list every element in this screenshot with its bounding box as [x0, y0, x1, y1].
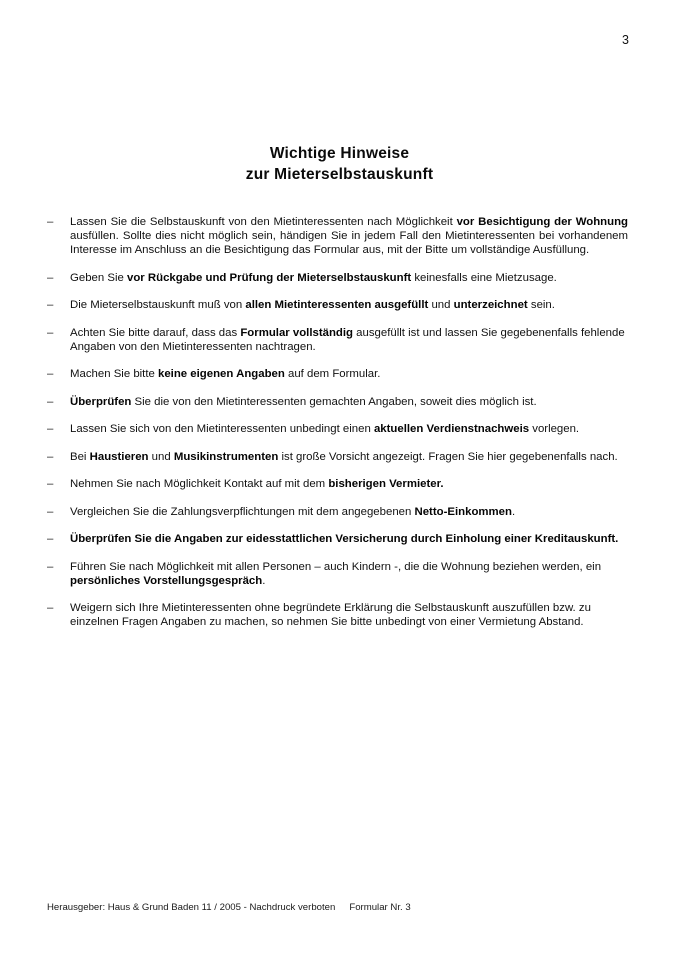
dash-bullet: – [47, 326, 54, 339]
list-item-text: Geben Sie vor Rückgabe und Prüfung der Mieterselbstauskunft keinesfalls eine Mietzusage. [70, 271, 557, 284]
list-item [47, 326, 628, 354]
list-item [47, 560, 628, 588]
dash-bullet: – [47, 216, 54, 228]
list-item [47, 395, 628, 409]
list-item [47, 532, 628, 546]
list-item [47, 477, 628, 491]
dash-bullet: – [47, 560, 54, 573]
list-item [47, 422, 628, 436]
list-item-text: Nehmen Sie nach Möglichkeit Kontakt auf mit dem bisherigen Vermieter. [70, 478, 444, 490]
dash-bullet: – [47, 395, 54, 408]
document-title [0, 143, 679, 185]
footer-publisher: Herausgeber: Haus & Grund Baden 11 / 2005 - Nachdruck verboten [47, 902, 336, 913]
dash-bullet: – [47, 533, 54, 545]
list-item-text: Die Mieterselbstauskunft muß von allen Mietinteressenten ausgefüllt und unterzeichnet sein. [70, 299, 555, 311]
dash-bullet: – [47, 271, 54, 284]
list-item [47, 298, 628, 312]
list-item-text: Machen Sie bitte keine eigenen Angaben auf dem Formular. [70, 368, 381, 380]
list-item-text: Weigern sich Ihre Mietinteressenten ohne begründete Erklärung die Selbstauskunft auszufüllen bzw. zu einzelnen Fragen Angaben zu machen, so nehmen Sie bitte unbedingt von einer Vermietung Abstand. [70, 602, 591, 628]
list-item-text: Achten Sie bitte darauf, dass das Formular vollständig ausgefüllt ist und lassen Sie gegebenenfalls fehlende Angaben von den Mietinteressenten nachtragen. [70, 326, 625, 353]
dash-bullet: – [47, 368, 54, 380]
dash-bullet: – [47, 423, 54, 435]
list-item [47, 450, 628, 464]
list-item [47, 601, 628, 629]
page-number: 3 [622, 33, 629, 47]
list-item-text: Führen Sie nach Möglichkeit mit allen Personen – auch Kindern -, die die Wohnung beziehen werden, ein persönliches Vorstellungsgespräch. [70, 560, 602, 587]
notes-list [47, 215, 628, 643]
list-item [47, 215, 628, 257]
list-item-text: Überprüfen Sie die Angaben zur eidesstattlichen Versicherung durch Einholung einer Kreditauskunft. [70, 533, 619, 545]
list-item [47, 271, 628, 285]
dash-bullet: – [47, 505, 54, 518]
list-item-text: Bei Haustieren und Musikinstrumenten ist große Vorsicht angezeigt. Fragen Sie hier gegebenenfalls nach. [70, 450, 618, 463]
list-item-text: Lassen Sie die Selbstauskunft von den Mietinteressenten nach Möglichkeit vor Besichtigung der Wohnung ausfüllen. Sollte dies nicht möglich sein, händigen Sie in jedem Fall den Mietinteressenten bei vorhandenem Interesse im Anschluss an die Besichtigung das Formular aus, mit der Bitte um vollständige Ausfüllung. [70, 216, 628, 256]
dash-bullet: – [47, 299, 54, 311]
list-item-text: Vergleichen Sie die Zahlungsverpflichtungen mit dem angegebenen Netto-Einkommen. [70, 505, 516, 518]
list-item-text: Überprüfen Sie die von den Mietinteressenten gemachten Angaben, soweit dies möglich ist. [70, 395, 537, 408]
list-item [47, 505, 628, 519]
title-line-2: zur Mieterselbstauskunft [245, 166, 434, 183]
dash-bullet: – [47, 602, 54, 614]
list-item-text: Lassen Sie sich von den Mietinteressenten unbedingt einen aktuellen Verdienstnachweis vorlegen. [70, 423, 580, 435]
page-footer [47, 902, 411, 914]
dash-bullet: – [47, 450, 54, 463]
title-line-1: Wichtige Hinweise [269, 145, 410, 162]
dash-bullet: – [47, 478, 54, 490]
list-item [47, 367, 628, 381]
footer-form-number: Formular Nr. 3 [349, 902, 411, 913]
